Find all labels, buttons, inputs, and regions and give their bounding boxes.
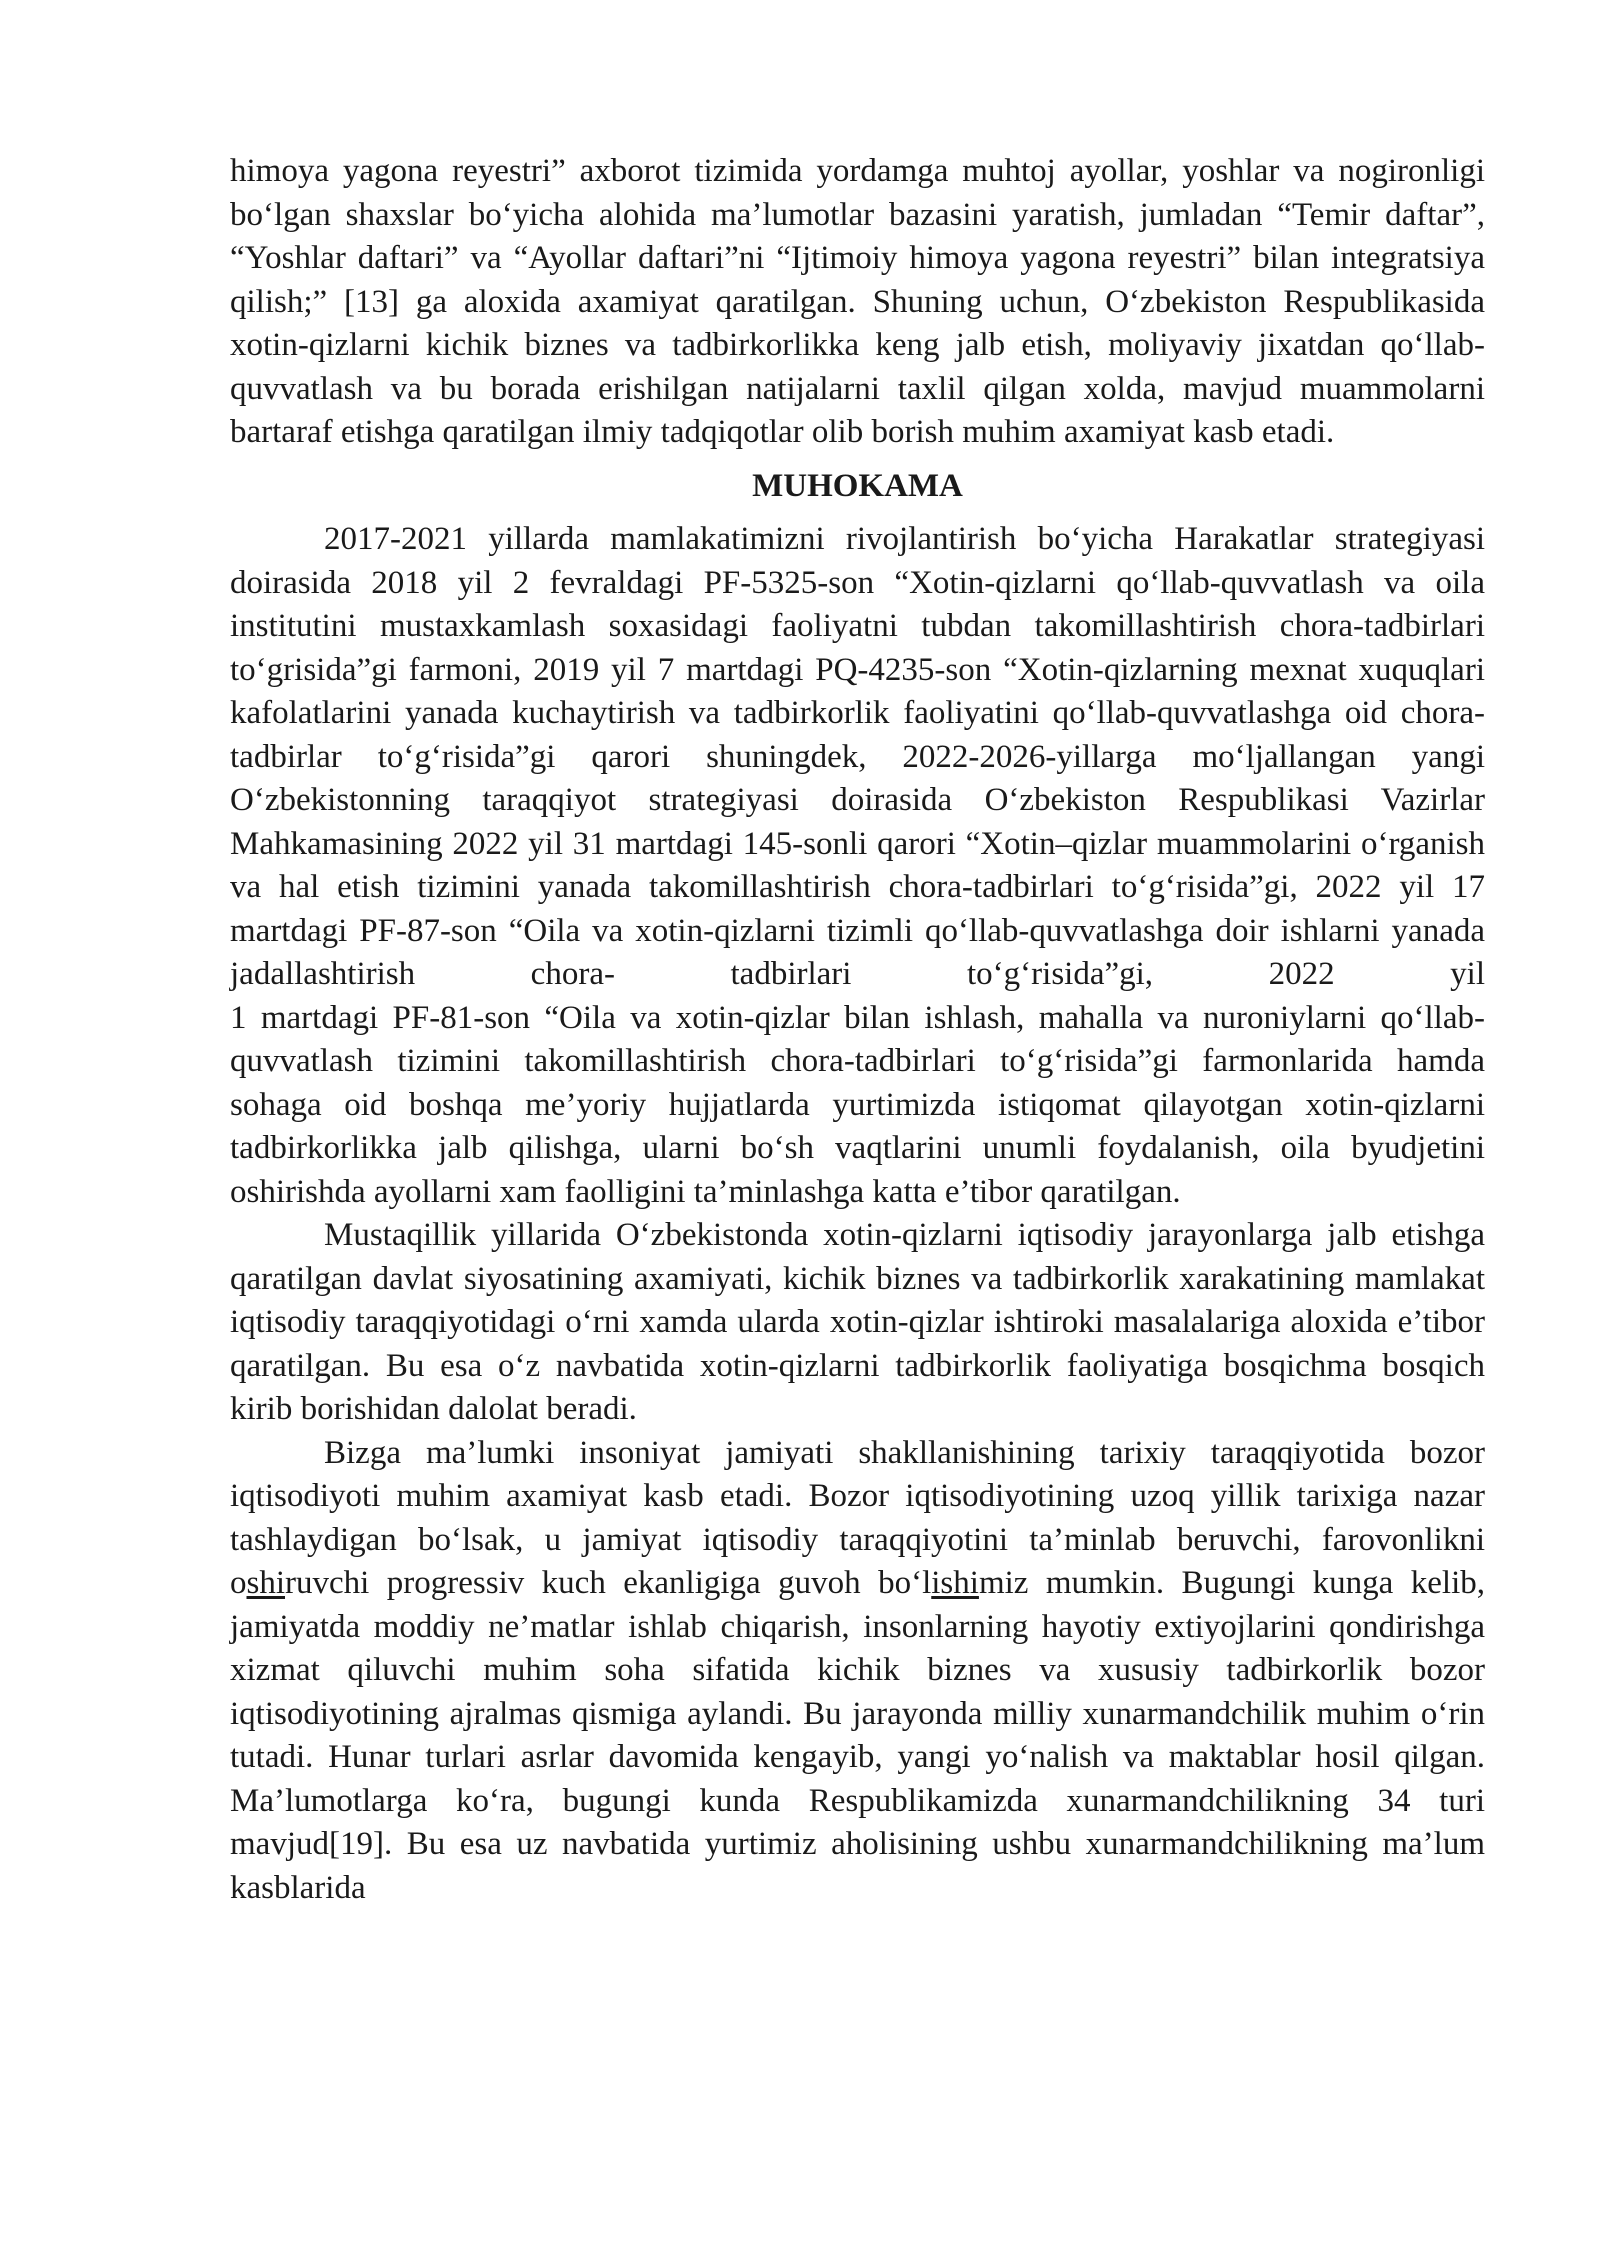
document-body [230,150,1485,1910]
paragraph-intro: himoya yagona reyestri” axborot tizimida yordamga muhtoj ayollar, yoshlar va nogironligi bo‘lgan shaxslar bo‘yicha alohida ma’lumotlar bazasini yaratish, jumladan “Temir daftar”, “Yoshlar daftari” va “Ayollar daftari”ni “Ijtimoiy himoya yagona reyestri” bilan integratsiya qilish;” [13] ga aloxida axamiyat qaratilgan. Shuning uchun, O‘zbekiston Respublikasida xotin-qizlarni kichik biznes va tadbirkorlikka keng jalb etish, moliyaviy jixatdan qo‘llab-quvvatlash va bu borada erishilgan natijalarni taxlil qilgan xolda, mavjud muammolarni bartaraf etishga qaratilgan ilmiy tadqiqotlar olib borish muhim axamiyat kasb etadi. [230,153,1485,450]
underlined-fragment-1: shi [246,1565,286,1601]
market-text-part-a: Bizga ma’lumki insoniyat jamiyati shakllanishining tarixiy taraqqiyotida bozor iqtisodiyoti muhim axamiyat kasb etadi. Bozor iqtisodiyotining uzoq yillik tarixiga nazar tashlaydigan bo‘lsak, u jamiyat iqtisodiy taraqqiyotini ta’minlab beruvchi, farovonlikni o [230,1434,1485,1601]
market-text-part-b: ruvchi progressiv kuch ekanligiga guvoh bo‘l [285,1565,932,1601]
paragraph-decrees: 2017-2021 yillarda mamlakatimizni rivojlantirish bo‘yicha Harakatlar strategiyasi doirasida 2018 yil 2 fevraldagi PF-5325-son “Xotin-qizlarni qo‘llab-quvvatlash va oila institutini mustaxkamlash soxasidagi faoliyatni tubdan takomillashtirish chora-tadbirlari to‘grisida”gi farmoni, 2019 yil 7 martdagi PQ-4235-son “Xotin-qizlarning mexnat xuquqlari kafolatlarini yanada kuchaytirish va tadbirkorlik faoliyatini qo‘llab-quvvatlashga oid chora-tadbirlar to‘g‘risida”gi qarori shuningdek, 2022-2026-yillarga mo‘ljallangan yangi O‘zbekistonning taraqqiyot strategiyasi doirasida O‘zbekiston Respublikasi Vazirlar Mahkamasining 2022 yil 31 martdagi 145-sonli qarori “Xotin–qizlar muammolarini o‘rganish va hal etish tizimini yanada takomillashtirish chora-tadbirlari to‘g‘risida”gi, 2022 yil 17 martdagi PF-87-son “Oila va xotin-qizlarni tizimli qo‘llab-quvvatlashga doir ishlarni yanada jadallashtirish chora- tadbirlari to‘g‘risida”gi, 2022 yil [230,521,1485,992]
paragraph-decrees-continued: 1 martdagi PF-81-son “Oila va xotin-qizlar bilan ishlash, mahalla va nuroniylarni qo‘llab-quvvatlash tizimini takomillashtirish chora-tadbirlari to‘g‘risida”gi farmonlarida hamda sohaga oid boshqa me’yoriy hujjatlarda yurtimizda istiqomat qilayotgan xotin-qizlarni tadbirkorlikka jalb qilishga, ularni bo‘sh vaqtlarini unumli foydalanish, oila byudjetini oshirishda ayollarni xam faolligini ta’minlashga katta e’tibor qaratilgan. [230,999,1485,1210]
paragraph-market-economy [230,1432,1485,1911]
section-heading: MUHOKAMA [752,467,963,504]
paragraph-independence: Mustaqillik yillarida O‘zbekistonda xotin-qizlarni iqtisodiy jarayonlarga jalb etishga qaratilgan davlat siyosatining axamiyati, kichik biznes va tadbirkorlik xarakatining mamlakat iqtisodiy taraqqiyotidagi o‘rni xamda ularda xotin-qizlar ishtiroki masalalariga aloxida e’tibor qaratilgan. Bu esa o‘z navbatida xotin-qizlarni tadbirkorlik faoliyatiga bosqichma bosqich kirib borishidan dalolat beradi. [230,1217,1485,1427]
market-text-part-c: miz mumkin. Bugungi kunga kelib, jamiyatda moddiy ne’matlar ishlab chiqarish, insonlarning hayotiy extiyojlarini qondirishga xizmat qiluvchi muhim soha sifatida kichik biznes va xususiy tadbirkorlik bozor iqtisodiyotining ajralmas qismiga aylandi. Bu jarayonda milliy xunarmandchilik muhim o‘rin tutadi. Hunar turlari asrlar davomida kengayib, yangi yo‘nalish va maktablar hosil qilgan. Ma’lumotlarga ko‘ra, bugungi kunda Respublikamizda xunarmandchilikning 34 turi mavjud[19]. Bu esa uz navbatida yurtimiz aholisining ushbu xunarmandchilikning ma’lum kasblarida [230,1565,1485,1906]
underlined-fragment-2: ishi [931,1565,979,1601]
